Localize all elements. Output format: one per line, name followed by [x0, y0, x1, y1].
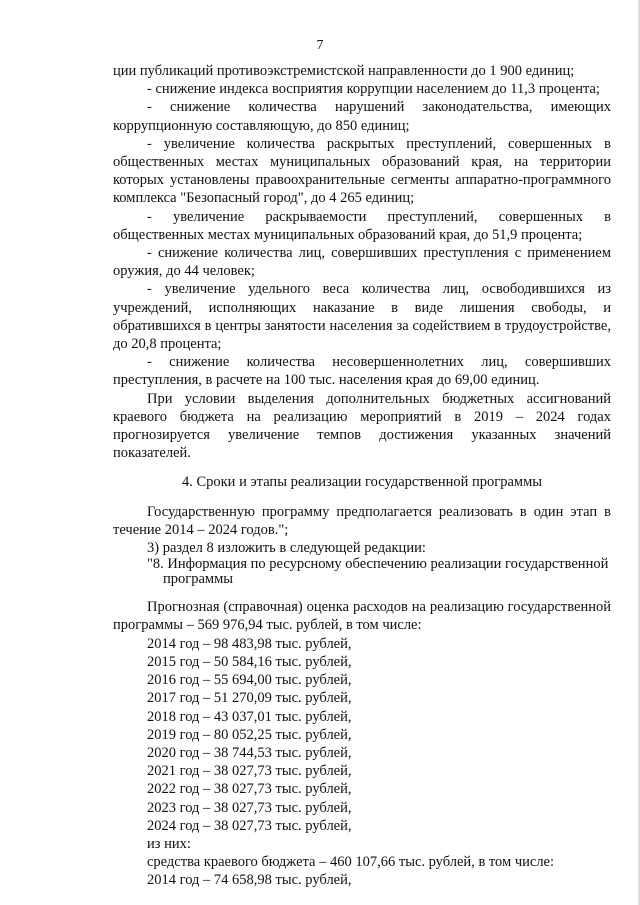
section-4-heading: 4. Сроки и этапы реализации государственной программы: [181, 474, 543, 491]
page-number: 7: [316, 38, 324, 53]
document-body: [113, 62, 611, 890]
section-8-heading: [147, 557, 611, 587]
list-item: 2017 год – 51 270,09 тыс. рублей,: [147, 690, 352, 707]
indicator-item: - снижение количества несовершеннолетних лиц, совершивших преступления, в расчете на 100 тыс. населения края до 69,00 единиц.: [113, 354, 611, 389]
section-4-text: Государственную программу предполагается реализовать в один этап в течение 2014 – 2024 годов.";: [113, 503, 611, 538]
indicator-item: - увеличение удельного веса количества лиц, освободившихся из учреждений, исполняющих наказание в виде лишения свободы, и обратившихся в центры занятости населения за содействием в трудоустройстве, до 20,8 процента;: [113, 281, 611, 353]
list-item: 2015 год – 50 584,16 тыс. рублей,: [147, 653, 352, 670]
regional-budget-paragraph: средства краевого бюджета – 460 107,66 тыс. рублей, в том числе:: [147, 854, 555, 871]
of-them-label: из них:: [147, 835, 191, 852]
list-item: 2016 год – 55 694,00 тыс. рублей,: [147, 672, 352, 689]
amendment-item-3: 3) раздел 8 изложить в следующей редакции:: [147, 540, 426, 557]
list-item: 2014 год – 74 658,98 тыс. рублей,: [147, 872, 352, 889]
paragraph-continuation: ции публикаций противоэкстремистской направленности до 1 900 единиц;: [113, 63, 575, 79]
list-item: 2023 год – 38 027,73 тыс. рублей,: [147, 799, 352, 816]
list-item: 2019 год – 80 052,25 тыс. рублей,: [147, 726, 352, 743]
spacer: [113, 587, 611, 598]
list-item: 2014 год – 98 483,98 тыс. рублей,: [147, 635, 352, 652]
list-item: 2022 год – 38 027,73 тыс. рублей,: [147, 781, 352, 798]
section-8-heading-line2: программы: [163, 571, 233, 588]
section-8-heading-line1: "8. Информация по ресурсному обеспечению реализации государственной: [147, 556, 609, 573]
forecast-paragraph: Прогнозная (справочная) оценка расходов на реализацию государственной программы – 569 976,94 тыс. рублей, в том числе:: [113, 599, 611, 634]
list-item: 2020 год – 38 744,53 тыс. рублей,: [147, 744, 352, 761]
list-item: 2024 год – 38 027,73 тыс. рублей,: [147, 817, 352, 834]
yearly-expenses-list: [113, 635, 611, 853]
indicator-item: - снижение количества лиц, совершивших преступления с применением оружия, до 44 человек;: [113, 245, 611, 280]
spacer: [113, 492, 611, 503]
indicator-item: - снижение индекса восприятия коррупции населением до 11,3 процента;: [147, 81, 600, 98]
indicator-item: - увеличение количества раскрытых преступлений, совершенных в общественных местах муниципальных образований края, на территории которых установлены правоохранительные сегменты аппаратно-программного комплекса "Безопасный город", до 4 265 единиц;: [113, 135, 611, 207]
regional-yearly-list: [113, 871, 611, 889]
list-item: 2021 год – 38 027,73 тыс. рублей,: [147, 763, 352, 780]
spacer: [113, 462, 611, 473]
indicator-item: - увеличение раскрываемости преступлений, совершенных в общественных местах муниципальных образований края, до 51,9 процента;: [113, 208, 611, 243]
indicator-item: - снижение количества нарушений законодательства, имеющих коррупционную составляющую, до 850 единиц;: [113, 99, 611, 134]
list-item: 2018 год – 43 037,01 тыс. рублей,: [147, 708, 352, 725]
paragraph-condition: При условии выделения дополнительных бюджетных ассигнований краевого бюджета на реализацию мероприятий в 2019 – 2024 годах прогнозируется увеличение темпов достижения указанных значений показателей.: [113, 390, 611, 462]
